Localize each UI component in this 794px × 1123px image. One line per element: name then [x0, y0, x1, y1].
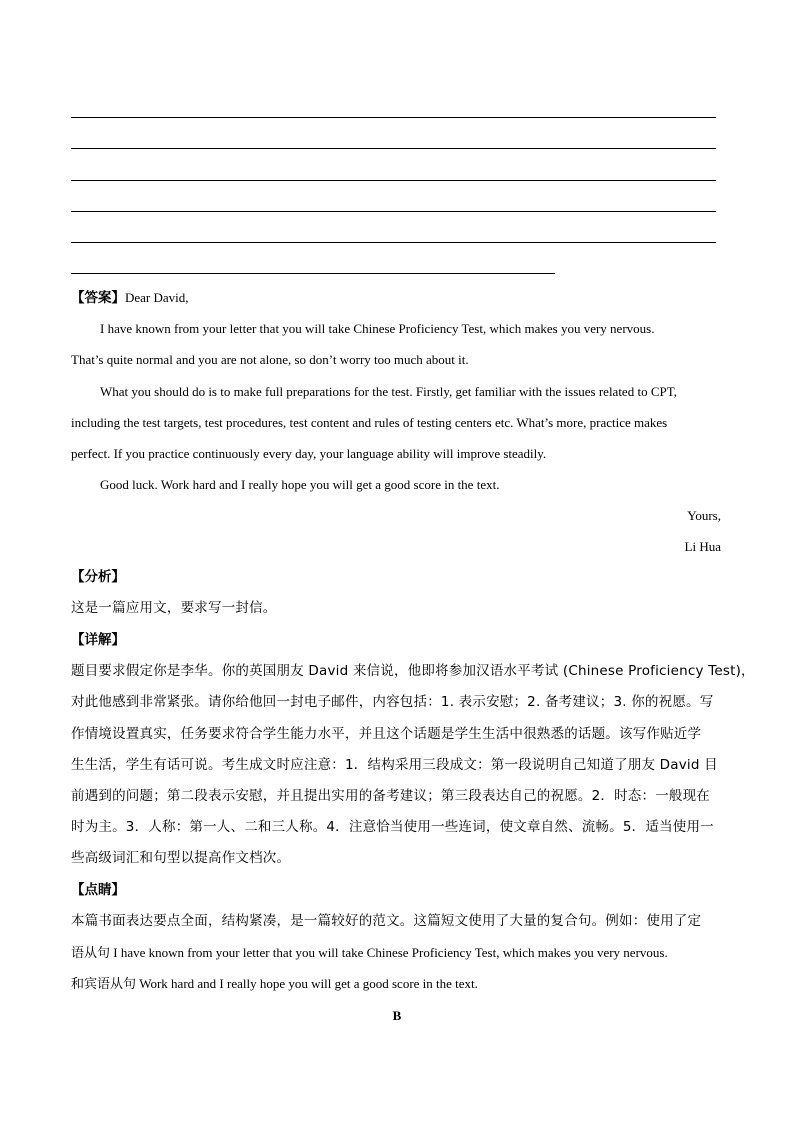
- section-marker: B: [392, 1008, 402, 1023]
- detail-line: 作情境设置真实，任务要求符合学生能力水平，并且这个话题是学生生活中很熟悉的话题。该写作贴近学: [71, 726, 702, 742]
- writing-line: [71, 242, 716, 243]
- letter-closing: Yours,: [687, 508, 721, 523]
- letter-signature: Li Hua: [684, 539, 721, 554]
- highlight-label: 【点睛】: [71, 882, 125, 898]
- detail-line: 时为主。3．人称：第一人、二和三人称。4．注意恰当使用一些连词，使文章自然、流畅。5．适当使用一: [71, 819, 714, 835]
- highlight-line: 语从句 I have known from your letter that you will take Chinese Proficiency Test, which makes you very nervous.: [71, 945, 668, 960]
- writing-line: [71, 273, 555, 274]
- analysis-text: 这是一篇应用文，要求写一封信。: [71, 600, 277, 616]
- detail-line: 些高级词汇和句型以提高作文档次。: [71, 850, 291, 866]
- highlight-line: 和宾语从句 Work hard and I really hope you will get a good score in the text.: [71, 976, 478, 991]
- answer-label: 【答案】: [71, 290, 125, 306]
- answer-section: [71, 282, 717, 314]
- writing-line: [71, 148, 716, 149]
- analysis-label: 【分析】: [71, 569, 125, 585]
- letter-paragraph-line: I have known from your letter that you will take Chinese Proficiency Test, which makes you very nervous.: [100, 321, 655, 336]
- highlight-line: 本篇书面表达要点全面，结构紧凑，是一篇较好的范文。这篇短文使用了大量的复合句。例如：使用了定: [71, 913, 702, 929]
- detail-line: 对此他感到非常紧张。请你给他回一封电子邮件，内容包括：1. 表示安慰；2. 备考建议；3. 你的祝愿。写: [71, 694, 714, 710]
- writing-line: [71, 117, 716, 118]
- letter-paragraph-line: That’s quite normal and you are not alone, so don’t worry too much about it.: [71, 352, 469, 367]
- letter-paragraph-line: Good luck. Work hard and I really hope you will get a good score in the text.: [100, 477, 500, 492]
- letter-paragraph-line: including the test targets, test procedures, test content and rules of testing centers etc. What’s more, practice makes: [71, 415, 668, 430]
- letter-paragraph-line: perfect. If you practice continuously every day, your language ability will improve steadily.: [71, 446, 547, 461]
- writing-line: [71, 180, 716, 181]
- writing-line: [71, 211, 716, 212]
- detail-line: 前遇到的问题；第二段表示安慰，并且提出实用的备考建议；第三段表达自己的祝愿。2．时态：一般现在: [71, 788, 710, 804]
- detail-label: 【详解】: [71, 632, 125, 648]
- detail-line: 生生活，学生有话可说。考生成文时应注意：1．结构采用三段成文：第一段说明自己知道了朋友 David 目: [71, 757, 718, 773]
- letter-greeting: Dear David,: [125, 290, 189, 305]
- letter-paragraph-line: What you should do is to make full preparations for the test. Firstly, get familiar with the issues related to CPT,: [100, 384, 677, 399]
- detail-line: 题目要求假定你是李华。你的英国朋友 David 来信说，他即将参加汉语水平考试 (Chinese Proficiency Test)，: [71, 663, 755, 679]
